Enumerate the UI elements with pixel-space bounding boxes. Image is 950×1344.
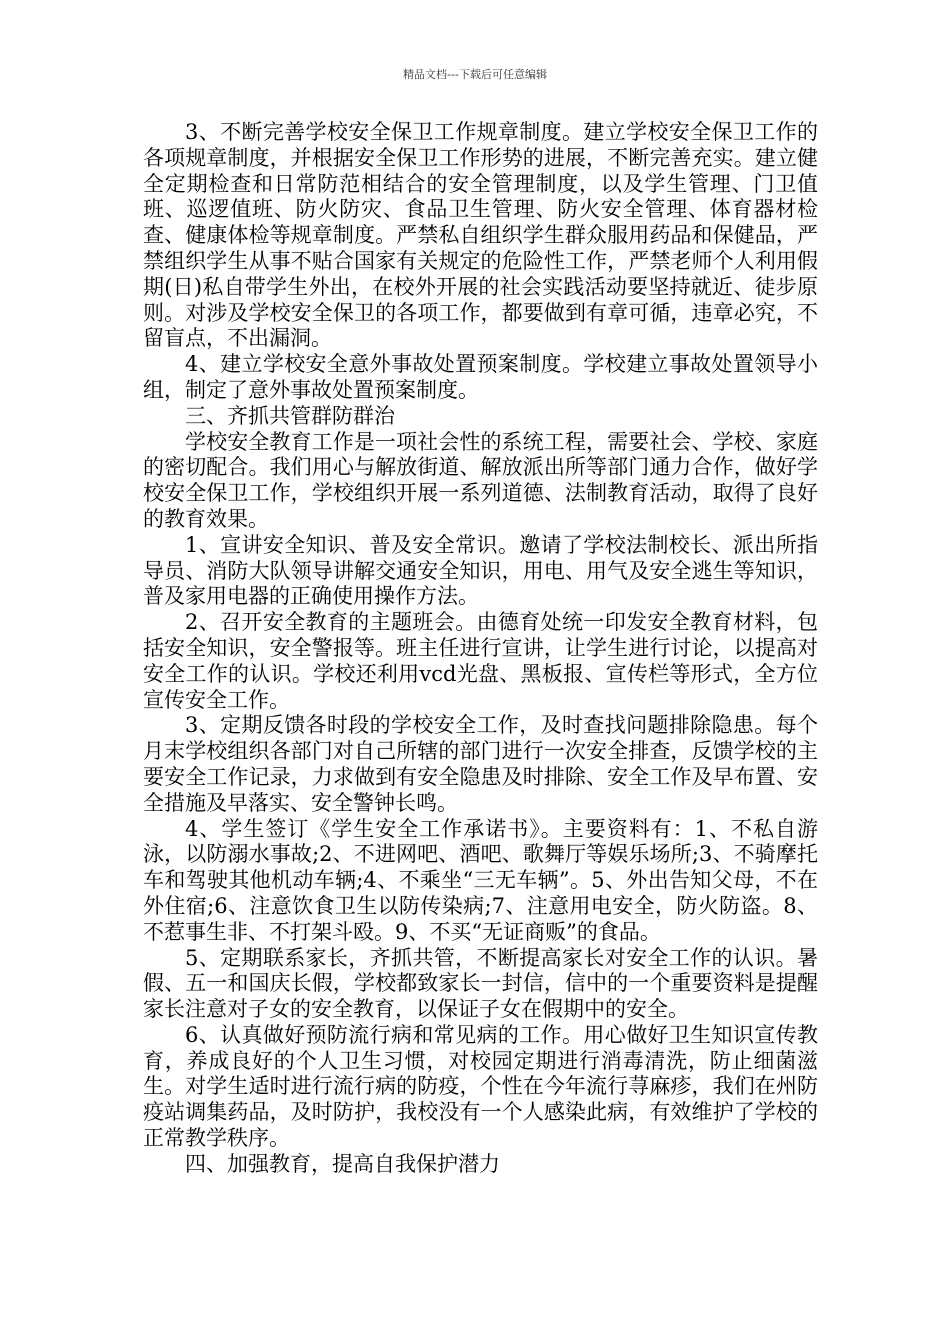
paragraph-emergency-plan: 4、建立学校安全意外事故处置预案制度。学校建立事故处置领导小组，制定了意外事故处置预案制度。 bbox=[143, 352, 818, 402]
page-header: 精品文档---下载后可任意编辑 bbox=[403, 68, 547, 81]
paragraph-periodic-feedback: 3、定期反馈各时段的学校安全工作，及时查找问题排除隐患。每个月末学校组织各部门对自己所辖的部门进行一次安全排查，反馈学校的主要安全工作记录，力求做到有安全隐患及时排除、安全工作及早布置、安全措施及早落实、安全警钟长鸣。 bbox=[143, 713, 818, 815]
section-heading-self-protection: 四、加强教育，提高自我保护潜力 bbox=[185, 1151, 500, 1176]
paragraph-parent-contact: 5、定期联系家长，齐抓共管，不断提高家长对安全工作的认识。暑假、五一和国庆长假，学校都致家长一封信，信中的一个重要资料是提醒家长注意对子女的安全教育，以保证子女在假期中的安全。 bbox=[143, 945, 818, 1022]
document-body bbox=[143, 120, 818, 1178]
paragraph-disease-prevention: 6、认真做好预防流行病和常见病的工作。用心做好卫生知识宣传教育，养成良好的个人卫生习惯，对校园定期进行消毒清洗，防止细菌滋生。对学生适时进行流行病的防疫，个性在今年流行荨麻疹，我们在州防疫站调集药品，及时防护，我校没有一个人感染此病，有效维护了学校的正常教学秩序。 bbox=[143, 1022, 818, 1151]
paragraph-rules-system: 3、不断完善学校安全保卫工作规章制度。建立学校安全保卫工作的各项规章制度，并根据安全保卫工作形势的进展，不断完善充实。建立健全定期检查和日常防范相结合的安全管理制度，以及学生管理、门卫值班、巡逻值班、防火防灾、食品卫生管理、防火安全管理、体育器材检查、健康体检等规章制度。严禁私自组织学生群众服用药品和保健品，严禁组织学生从事不贴合国家有关规定的危险性工作，严禁老师个人利用假期(日)私自带学生外出，在校外开展的社会实践活动要坚持就近、徒步原则。对涉及学校安全保卫的各项工作，都要做到有章可循，违章必究，不留盲点，不出漏洞。 bbox=[143, 120, 818, 351]
paragraph-social-cooperation: 学校安全教育工作是一项社会性的系统工程，需要社会、学校、家庭的密切配合。我们用心与解放街道、解放派出所等部门通力合作，做好学校安全保卫工作，学校组织开展一系列道德、法制教育活动，取得了良好的教育效果。 bbox=[143, 429, 818, 531]
paragraph-student-pledge: 4、学生签订《学生安全工作承诺书》。主要资料有：1、不私自游泳，以防溺水事故;2、不进网吧、酒吧、歌舞厅等娱乐场所;3、不骑摩托车和驾驶其他机动车辆;4、不乘坐“三无车辆”。5、外出告知父母，不在外住宿;6、注意饮食卫生以防传染病;7、注意用电安全，防火防盗。8、不惹事生非、不打架斗殴。9、不买“无证商贩”的食品。 bbox=[143, 816, 818, 944]
section-heading-joint-management: 三、齐抓共管群防群治 bbox=[185, 403, 395, 428]
paragraph-safety-knowledge: 1、宣讲安全知识、普及安全常识。邀请了学校法制校长、派出所指导员、消防大队领导讲解交通安全知识，用电、用气及安全逃生等知识，普及家用电器的正确使用操作方法。 bbox=[143, 532, 818, 609]
paragraph-class-meeting: 2、召开安全教育的主题班会。由德育处统一印发安全教育材料，包括安全知识，安全警报等。班主任进行宣讲，让学生进行讨论，以提高对安全工作的认识。学校还利用vcd光盘、黑板报、宣传栏等形式，全方位宣传安全工作。 bbox=[143, 610, 818, 712]
